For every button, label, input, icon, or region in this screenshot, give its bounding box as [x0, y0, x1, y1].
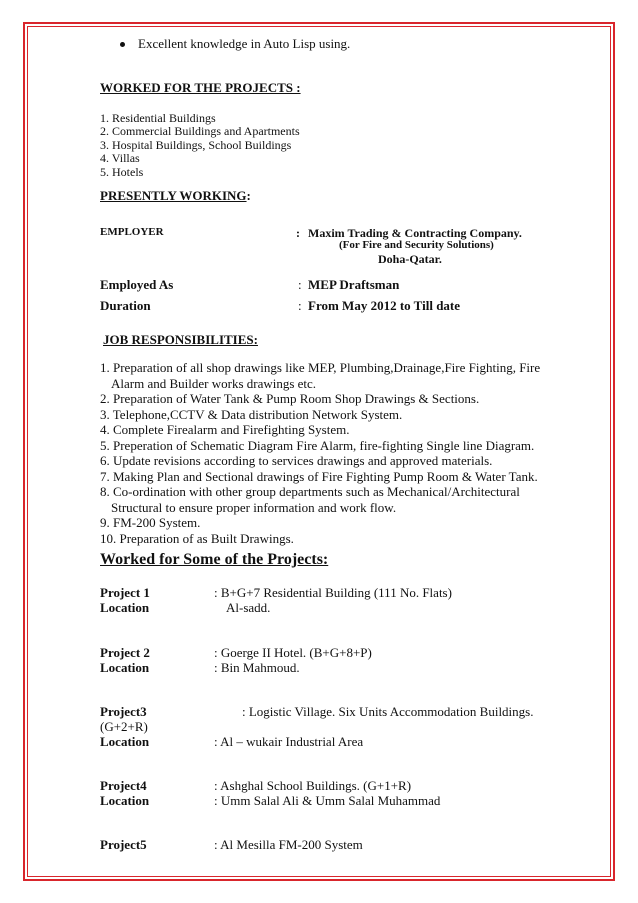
- responsibility-item: Structural to ensure proper information and work flow.: [111, 499, 397, 515]
- employer-label: EMPLOYER: [100, 226, 164, 238]
- duration-value: From May 2012 to Till date: [308, 298, 461, 313]
- responsibility-item: 2. Preparation of Water Tank & Pump Room Shop Drawings & Sections.: [100, 391, 480, 406]
- responsibility-item: Alarm and Builder works drawings etc.: [111, 375, 317, 391]
- skill-item: Excellent knowledge in Auto Lisp using.: [138, 36, 351, 51]
- responsibilities-heading: JOB RESPONSIBILITIES:: [103, 332, 258, 347]
- location-value: : Umm Salal Ali & Umm Salal Muhammad: [214, 793, 441, 808]
- project-value: : B+G+7 Residential Building (111 No. Flats): [214, 585, 452, 600]
- location-value: : Bin Mahmoud.: [214, 660, 300, 675]
- worked-for-heading: WORKED FOR THE PROJECTS :: [100, 80, 301, 95]
- location-label: Location: [100, 734, 150, 749]
- bullet-icon: [120, 42, 125, 47]
- employer-colon: :: [296, 226, 300, 240]
- responsibility-item: 4. Complete Firealarm and Firefighting System.: [100, 422, 350, 437]
- duration-colon: :: [298, 298, 302, 313]
- responsibilities-list: [100, 360, 550, 546]
- worked-for-item: 2. Commercial Buildings and Apartments: [100, 124, 300, 138]
- project-value: : Al Mesilla FM-200 System: [214, 837, 363, 852]
- responsibility-item: 6. Update revisions according to services drawings and approved materials.: [100, 453, 493, 468]
- project-label: Project4: [100, 778, 147, 793]
- responsibility-item: 8. Co-ordination with other group departments such as Mechanical/Architectural: [100, 484, 520, 499]
- project-subtitle: (G+2+R): [100, 719, 148, 734]
- presently-working-title: PRESENTLY WORKING: [100, 188, 247, 203]
- location-label: Location: [100, 793, 150, 808]
- employer-city: Doha-Qatar.: [378, 252, 442, 266]
- project-label: Project 2: [100, 645, 150, 660]
- worked-for-item: 4. Villas: [100, 151, 140, 165]
- presently-working-colon: :: [246, 188, 251, 203]
- responsibility-item: 3. Telephone,CCTV & Data distribution Network System.: [100, 406, 403, 422]
- projects-heading: Worked for Some of the Projects:: [100, 551, 329, 568]
- employed-as-colon: :: [298, 277, 302, 292]
- location-label: Location: [100, 660, 150, 675]
- responsibility-item: 7. Making Plan and Sectional drawings of Fire Fighting Pump Room & Water Tank.: [100, 468, 538, 484]
- location-value: Al-sadd.: [226, 600, 271, 615]
- project-value: : Ashghal School Buildings. (G+1+R): [214, 778, 412, 793]
- project-label: Project5: [100, 837, 147, 852]
- worked-for-item: 3. Hospital Buildings, School Buildings: [100, 138, 292, 152]
- project-label: Project 1: [100, 585, 150, 600]
- employed-as-value: MEP Draftsman: [308, 277, 400, 292]
- location-label: Location: [100, 600, 150, 615]
- project-value: : Goerge II Hotel. (B+G+8+P): [214, 645, 372, 660]
- location-value: : Al – wukair Industrial Area: [214, 734, 364, 749]
- employed-as-label: Employed As: [100, 277, 174, 292]
- worked-for-item: 5. Hotels: [100, 165, 144, 179]
- presently-working-heading: [100, 188, 251, 204]
- worked-for-item: 1. Residential Buildings: [100, 111, 216, 125]
- responsibility-item: 10. Preparation of as Built Drawings.: [100, 530, 294, 546]
- responsibility-item: 9. FM-200 System.: [100, 515, 201, 530]
- responsibility-item: 5. Preperation of Schematic Diagram Fire Alarm, fire-fighting Single line Diagram.: [100, 437, 535, 453]
- project-label: Project3: [100, 704, 147, 719]
- duration-label: Duration: [100, 298, 151, 313]
- employer-name: Maxim Trading & Contracting Company.: [308, 226, 522, 240]
- responsibility-item: 1. Preparation of all shop drawings like MEP, Plumbing,Drainage,Fire Fighting, Fire: [100, 360, 541, 375]
- project-value: : Logistic Village. Six Units Accommodation Buildings.: [242, 704, 534, 719]
- employer-subtitle: (For Fire and Security Solutions): [339, 239, 494, 251]
